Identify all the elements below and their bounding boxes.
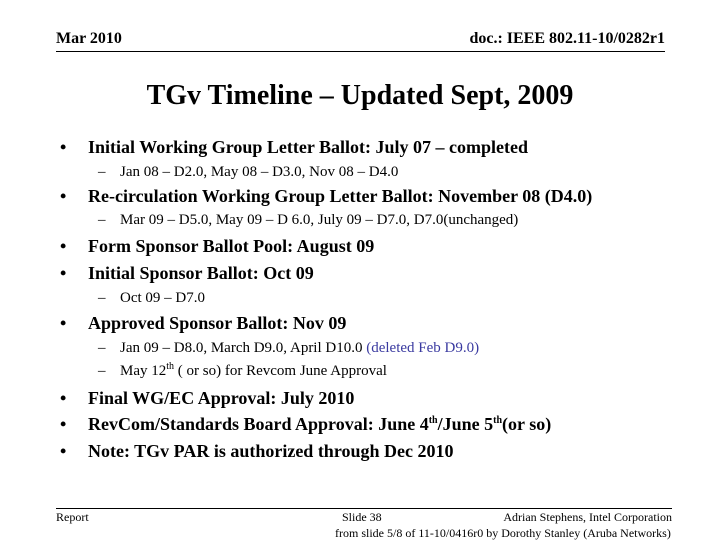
dash-icon: – [98,212,106,228]
bullet-dot-icon: • [60,137,67,157]
dash-icon: – [98,340,106,356]
slide-title: TGv Timeline – Updated Sept, 2009 [146,80,574,111]
dash-icon: – [98,164,106,180]
dash-icon: – [98,363,106,379]
footer-source-note: from slide 5/8 of 11-10/0416r0 by Dorothy Stanley (Aruba Networks) [335,526,671,540]
bullet-dot-icon: • [60,236,67,256]
bullet-dot-icon: • [60,441,67,461]
bullet-dot-icon: • [60,388,67,408]
deleted-draft-note: (deleted Feb D9.0) [366,340,480,356]
footer-author: Adrian Stephens, Intel Corporation [503,510,672,524]
bullet-dot-icon: • [60,263,67,283]
header-date: Mar 2010 [56,30,122,47]
footer-report: Report [56,510,89,524]
bullet-dot-icon: • [60,414,67,434]
header-doc-id: doc.: IEEE 802.11-10/0282r1 [469,30,665,47]
footer-slide-number: Slide 38 [342,510,382,524]
bullet-dot-icon: • [60,313,67,333]
footer-divider [56,508,672,509]
bullet-dot-icon: • [60,186,67,206]
dash-icon: – [98,290,106,306]
bullet-list: • Initial Working Group Letter Ballot: July 07 – completed – Jan 08 – D2.0, May 08 – D3.0, Nov 08 – D4.0 • Re-circulation Working Group Letter Ballot: November 08 (D4.0) – Mar 09 – D5.0, May 09 – D 6.0, July 09 – D7.0, D7.0(unchanged) • Form Sponsor Ballot Pool: August 09 • Initial Sponsor Ballot: Oct 09 – Oct 09 – D7.0 • Approved Sponsor Ballot: Nov 09 – Jan 09 – D8.0, March D9.0, April D10.0 (deleted Feb D9.0) – May 12th ( or so) for Revcom June Approval • Final WG/EC Approval: July 2010 • RevCom/Standards Board Approval: June 4th/June 5th(or so) • Note: TGv PAR is authorized through Dec 2010 [60,137,593,461]
